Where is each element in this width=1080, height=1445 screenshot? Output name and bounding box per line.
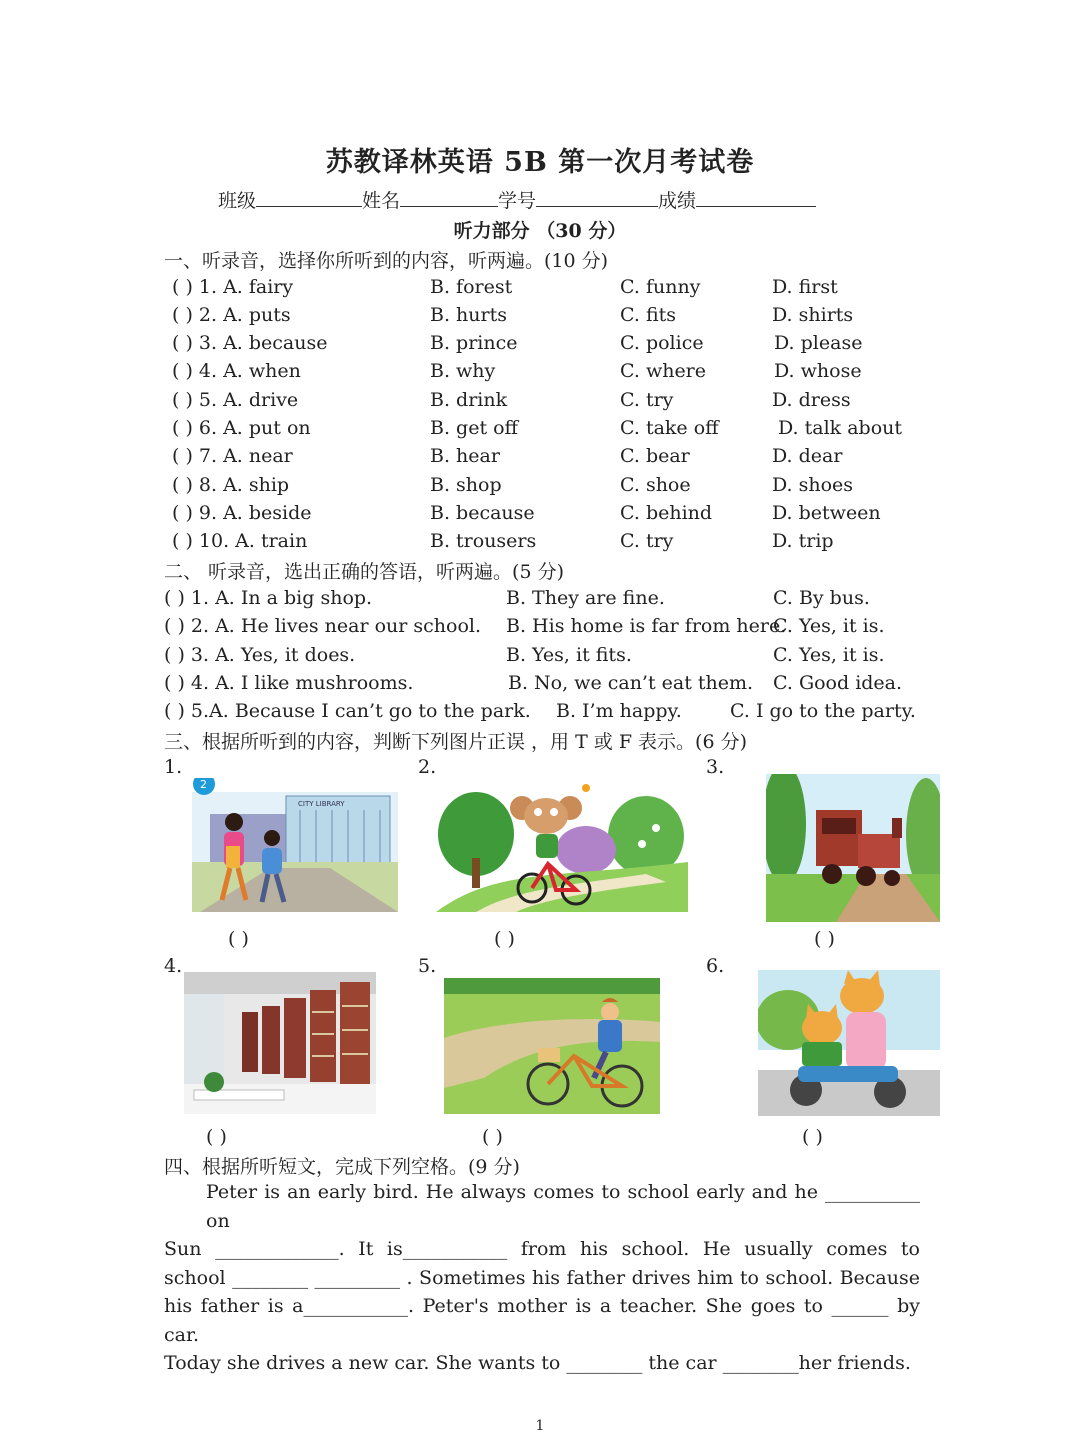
s1-option-b: B. hurts — [430, 304, 507, 326]
s2-question-row — [164, 642, 924, 668]
s1-question-row — [172, 528, 932, 554]
s1-option-c: C. take off — [620, 417, 719, 439]
s1-option-a: ( ) 9. A. beside — [172, 502, 312, 524]
s2-option-b: B. They are fine. — [506, 587, 665, 609]
s1-option-a: ( ) 5. A. drive — [172, 389, 299, 411]
s1-option-a: ( ) 3. A. because — [172, 332, 328, 354]
s1-option-d: D. dress — [772, 389, 851, 411]
s1-option-c: C. where — [620, 360, 707, 382]
s1-option-a: ( ) 6. A. put on — [172, 417, 311, 439]
s1-option-a: ( ) 10. A. train — [172, 530, 308, 552]
s1-option-d: D. whose — [774, 360, 862, 382]
s1-option-b: B. forest — [430, 276, 513, 298]
s1-option-b: B. because — [430, 502, 535, 524]
s1-option-d: D. dear — [772, 445, 843, 467]
answer-parentheses[interactable]: ( ) — [228, 928, 249, 950]
s1-question-row — [172, 387, 932, 413]
s2-option-a: ( ) 3. A. Yes, it does. — [164, 644, 356, 666]
s1-option-c: C. try — [620, 530, 674, 552]
answer-parentheses[interactable]: ( ) — [814, 928, 835, 950]
s2-option-c: C. Yes, it is. — [773, 644, 885, 666]
s1-question-row — [172, 443, 932, 469]
s1-question-row — [172, 330, 932, 356]
picture-man-riding-bike — [444, 978, 660, 1114]
s1-option-b: B. prince — [430, 332, 518, 354]
s2-option-a: ( ) 4. A. I like mushrooms. — [164, 672, 414, 694]
s2-option-a: ( ) 1. A. In a big shop. — [164, 587, 373, 609]
s2-question-row — [164, 670, 924, 696]
section3-heading: 三、根据所听到的内容，判断下列图片正误 ，用 T 或 F 表示。(6 分) — [164, 731, 748, 753]
s2-option-c: C. Good idea. — [773, 672, 903, 694]
class-label: 班级 — [218, 190, 257, 212]
s1-option-b: B. drink — [430, 389, 508, 411]
s2-option-b: B. No, we can’t eat them. — [508, 672, 754, 694]
s1-question-row — [172, 302, 932, 328]
s1-option-d: D. talk about — [778, 417, 903, 439]
answer-parentheses[interactable]: ( ) — [206, 1126, 227, 1148]
s2-question-row — [164, 698, 924, 724]
page-number: 1 — [535, 1418, 545, 1434]
picture-number: 2. — [418, 756, 437, 778]
s2-option-a: ( ) 5.A. Because I can’t go to the park. — [164, 700, 531, 722]
s1-option-d: D. shirts — [772, 304, 854, 326]
paragraph-line: his father is a___________. Peter's mother is a teacher. She goes to ______ by car. — [164, 1295, 920, 1346]
s1-option-a: ( ) 7. A. near — [172, 445, 293, 467]
picture-number: 5. — [418, 955, 437, 977]
s1-option-c: C. try — [620, 389, 674, 411]
s1-option-a: ( ) 8. A. ship — [172, 474, 290, 496]
paragraph-line: Sun _____________. It is___________ from his school. He usually comes to — [164, 1238, 920, 1260]
s2-question-row — [164, 613, 924, 639]
s2-option-a: ( ) 2. A. He lives near our school. — [164, 615, 481, 637]
s2-option-c: C. I go to the party. — [730, 700, 916, 722]
listening-subtitle: 听力部分 （30 分） — [453, 220, 627, 242]
picture-kids-walking-library — [190, 778, 398, 912]
s1-option-c: C. bear — [620, 445, 690, 467]
s1-option-c: C. police — [620, 332, 704, 354]
s1-question-row — [172, 274, 932, 300]
s1-question-row — [172, 415, 932, 441]
page-title: 苏教译林英语 5B 第一次月考试卷 — [325, 147, 755, 178]
picture-number: 4. — [164, 955, 183, 977]
s1-option-c: C. behind — [620, 502, 713, 524]
picture-library-interior — [184, 972, 376, 1114]
number-blank[interactable] — [536, 188, 658, 207]
answer-parentheses[interactable]: ( ) — [482, 1126, 503, 1148]
student-info-line — [218, 186, 816, 213]
s1-option-c: C. fits — [620, 304, 676, 326]
picture-mouse-riding-bike — [436, 778, 688, 912]
picture-number: 3. — [706, 756, 725, 778]
score-blank[interactable] — [696, 188, 816, 207]
s1-option-c: C. shoe — [620, 474, 691, 496]
s1-option-d: D. shoes — [772, 474, 854, 496]
score-label: 成绩 — [658, 190, 697, 212]
s1-question-row — [172, 358, 932, 384]
s1-question-row — [172, 472, 932, 498]
section4-heading: 四、根据所听短文，完成下列空格。(9 分) — [164, 1156, 520, 1178]
s1-option-b: B. trousers — [430, 530, 537, 552]
paragraph-line: Today she drives a new car. She wants to ________ the car ________her friends. — [164, 1352, 911, 1374]
s2-question-row — [164, 585, 924, 611]
s1-option-a: ( ) 4. A. when — [172, 360, 301, 382]
paragraph-line: school ________ _________ . Sometimes his father drives him to school. Because — [164, 1266, 920, 1289]
name-label: 姓名 — [362, 190, 401, 212]
s1-option-a: ( ) 1. A. fairy — [172, 276, 294, 298]
s2-option-c: C. Yes, it is. — [773, 615, 885, 637]
cloze-paragraph — [164, 1178, 920, 1378]
number-label: 学号 — [498, 190, 537, 212]
s1-option-b: B. hear — [430, 445, 500, 467]
s2-option-c: C. By bus. — [773, 587, 870, 609]
library-sign: CITY LIBRARY — [298, 800, 345, 808]
s1-question-row — [172, 500, 932, 526]
s1-option-b: B. shop — [430, 474, 502, 496]
section2-heading: 二、 听录音，选出正确的答语，听两遍。(5 分) — [164, 561, 564, 583]
picture-cats-on-motorbike — [758, 970, 940, 1116]
section1-heading: 一、听录音，选择你所听到的内容，听两遍。(10 分) — [164, 250, 609, 272]
s1-option-a: ( ) 2. A. puts — [172, 304, 291, 326]
s2-option-b: B. Yes, it fits. — [506, 644, 632, 666]
answer-parentheses[interactable]: ( ) — [802, 1126, 823, 1148]
name-blank[interactable] — [400, 188, 498, 207]
picture-train — [766, 774, 940, 922]
s1-option-d: D. between — [772, 502, 881, 524]
s1-option-d: D. trip — [772, 530, 834, 552]
s1-option-d: D. please — [774, 332, 863, 354]
answer-parentheses[interactable]: ( ) — [494, 928, 515, 950]
class-blank[interactable] — [256, 188, 362, 207]
s1-option-b: B. why — [430, 360, 496, 382]
s1-option-b: B. get off — [430, 417, 519, 439]
s1-option-c: C. funny — [620, 276, 701, 298]
s2-option-b: B. I’m happy. — [556, 700, 682, 722]
picture-badge: 2 — [200, 778, 207, 791]
picture-number: 1. — [164, 756, 183, 778]
s1-option-d: D. first — [772, 276, 838, 298]
picture-number: 6. — [706, 955, 725, 977]
s2-option-b: B. His home is far from here. — [506, 615, 787, 637]
paragraph-line: Peter is an early bird. He always comes to school early and he __________ on — [206, 1181, 920, 1232]
